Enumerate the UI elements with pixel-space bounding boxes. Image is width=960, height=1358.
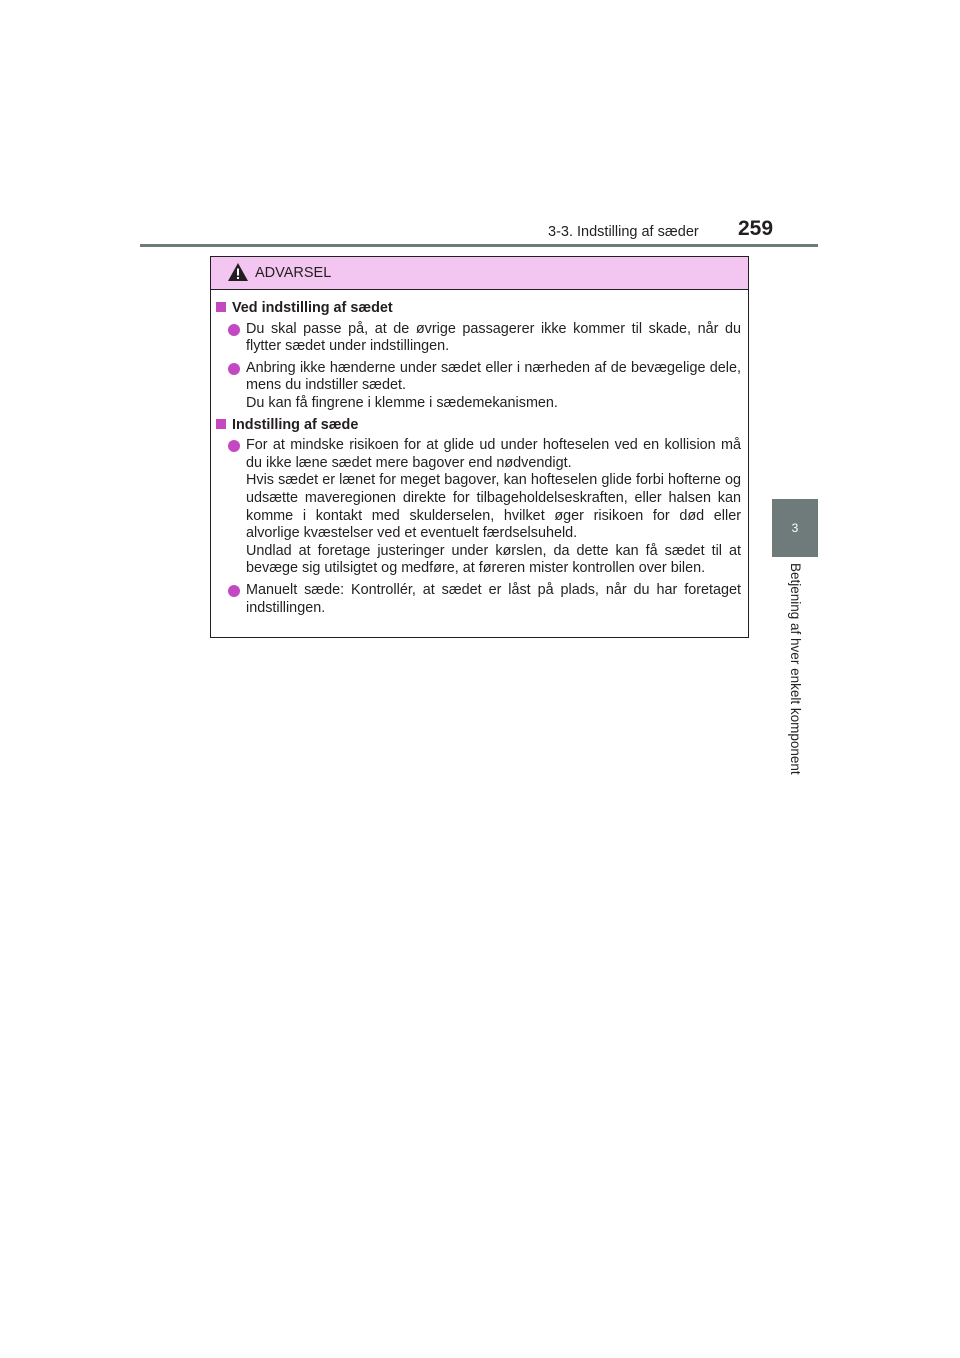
warning-section (216, 300, 741, 413)
square-bullet-icon (216, 302, 226, 312)
list-item (228, 582, 741, 617)
warning-section (216, 417, 741, 618)
item-text (246, 437, 741, 578)
section-heading-text: Ved indstilling af sædet (232, 300, 393, 316)
paragraph: Anbring ikke hænderne under sædet eller i nærheden af de bevægelige dele, mens du indstiller sædet. (246, 359, 741, 394)
item-text (246, 321, 741, 356)
paragraph: Du kan få fingrene i klemme i sædemekanismen. (246, 394, 558, 411)
list-item (228, 437, 741, 578)
circle-bullet-icon (228, 440, 240, 452)
paragraph: For at mindske risikoen for at glide ud under hofteselen ved en kollision må du ikke læne sædet mere bagover end nødvendigt. (246, 437, 741, 471)
circle-bullet-icon (228, 324, 240, 336)
chapter-number: 3 (791, 521, 799, 535)
paragraph: Du skal passe på, at de øvrige passagerer ikke kommer til skade, når du flytter sædet under indstillingen. (246, 320, 741, 355)
warning-body (211, 290, 748, 617)
warning-triangle-icon (227, 262, 249, 282)
list-item (228, 360, 741, 413)
section-heading (216, 300, 741, 318)
item-text (246, 582, 741, 617)
paragraph: Manuelt sæde: Kontrollér, at sædet er låst på plads, når du har foretaget indstillingen. (246, 581, 741, 616)
section-heading (216, 417, 741, 435)
circle-bullet-icon (228, 363, 240, 375)
circle-bullet-icon (228, 585, 240, 597)
paragraph: Undlad at foretage justeringer under kørslen, da dette kan få sædet til at bevæge sig utilsigtet og medføre, at føreren mister kontrollen over bilen. (246, 542, 741, 577)
warning-header (211, 257, 748, 290)
section-heading-text: Indstilling af sæde (232, 416, 359, 433)
square-bullet-icon (216, 419, 226, 429)
warning-box (210, 256, 749, 638)
chapter-tab (772, 499, 818, 557)
paragraph: Hvis sædet er lænet for meget bagover, kan hofteselen glide forbi hofterne og udsætte maveregionen direkte for tilbageholdelseskraften, eller halsen kan komme i kontakt med skulderselen, hvilket øger risikoen for død eller alvorlige kvæstelser ved et eventuelt færdselsuheld. (246, 472, 741, 542)
warning-title: ADVARSEL (255, 265, 332, 281)
header-rule (140, 244, 818, 247)
list-item (228, 321, 741, 356)
section-title: 3-3. Indstilling af sæder (548, 224, 699, 240)
item-text (246, 360, 741, 413)
chapter-title: Betjening af hver enkelt komponent (788, 563, 803, 775)
page-number: 259 (738, 217, 774, 240)
